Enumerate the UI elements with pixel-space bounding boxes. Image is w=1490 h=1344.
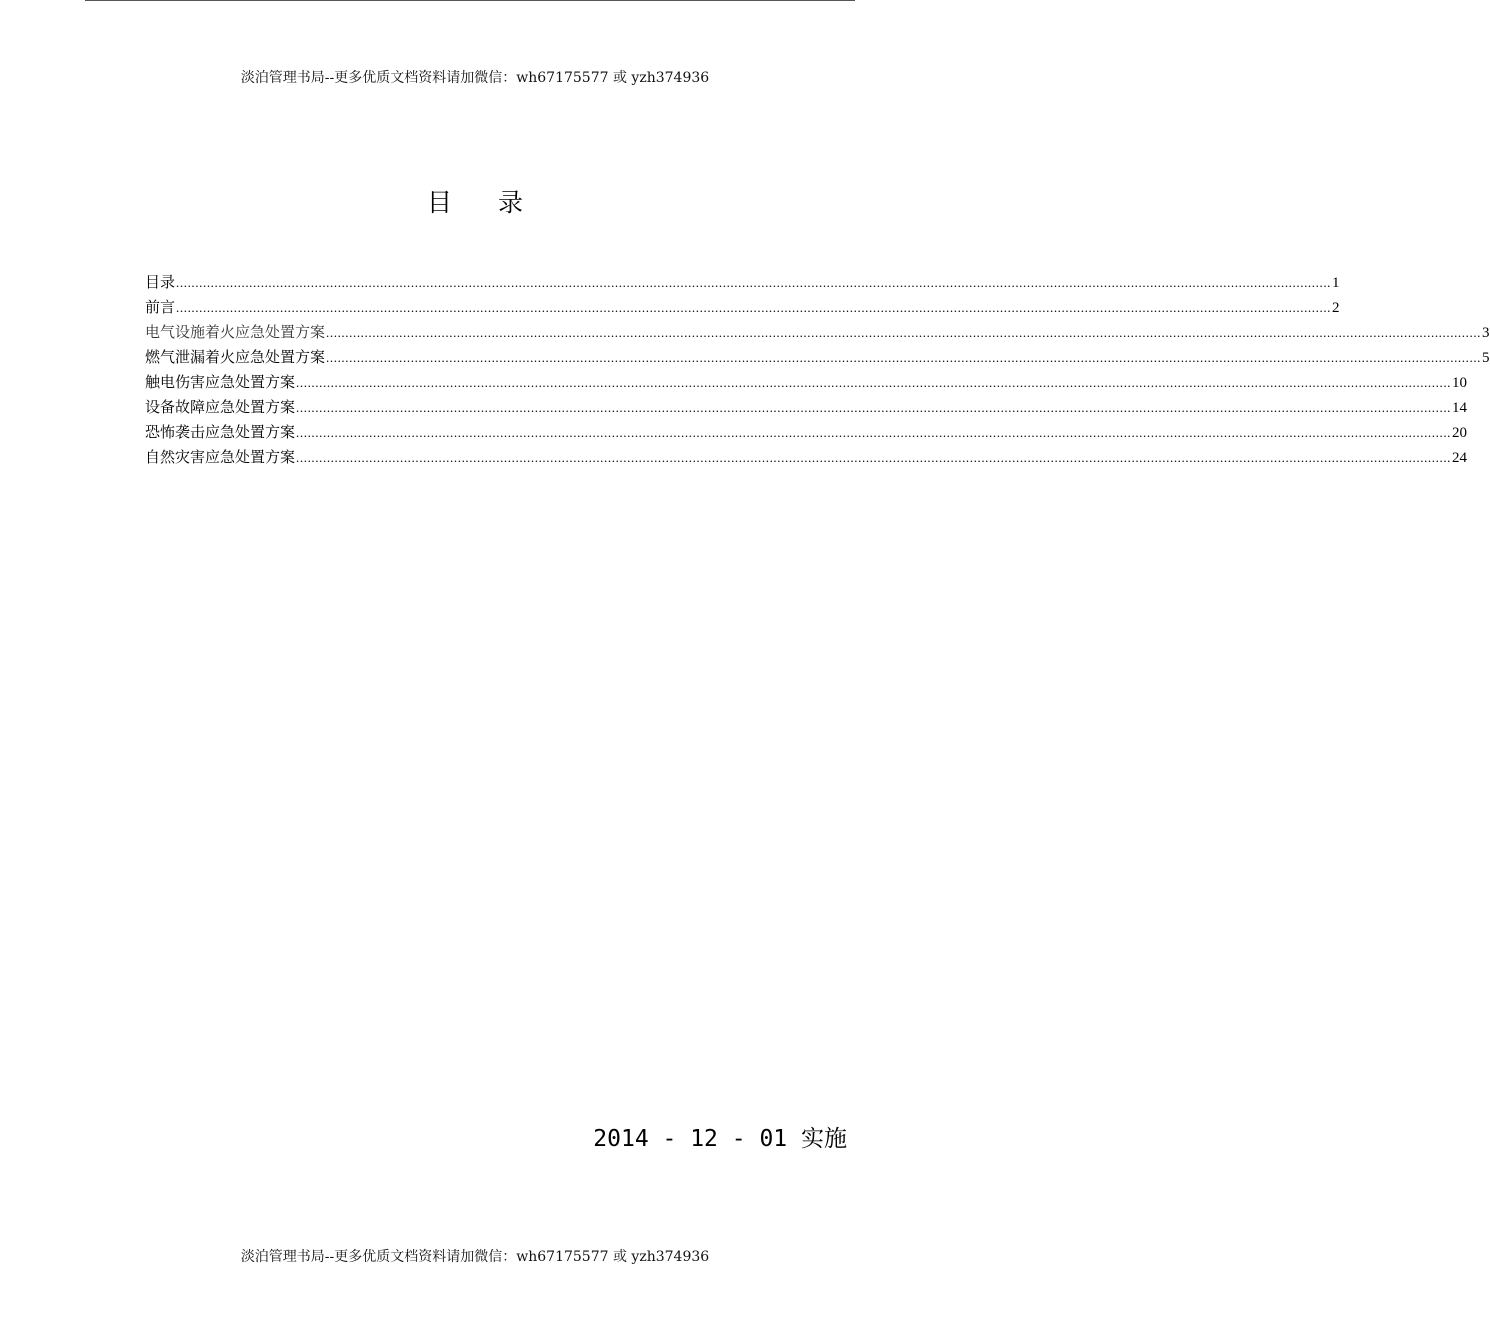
toc-entry[interactable] [145, 296, 1340, 321]
toc-entry-page: 14 [1452, 400, 1468, 416]
toc-dot-leader: ............................................................................................................................................................................................................................................................................................................ [296, 375, 1452, 390]
footer-note: 淡泊管理书局--更多优质文档资料请加微信：wh67175577 或 yzh374936 [240, 1249, 710, 1265]
toc-dot-leader: ............................................................................................................................................................................................................................................................................................................ [296, 425, 1452, 440]
toc-entry-page: 10 [1452, 375, 1468, 391]
table-of-contents [145, 271, 1490, 471]
toc-entry[interactable] [145, 421, 1468, 446]
header-note: 淡泊管理书局--更多优质文档资料请加微信：wh67175577 或 yzh374936 [240, 70, 710, 86]
toc-entry-page: 5 [1482, 350, 1490, 366]
toc-entry[interactable] [145, 321, 1490, 346]
toc-entry[interactable] [145, 446, 1468, 471]
toc-entry-page: 20 [1452, 425, 1468, 441]
toc-entry-label: 目录 [145, 273, 176, 291]
toc-entry[interactable] [145, 396, 1468, 421]
toc-entry[interactable] [145, 271, 1340, 296]
toc-entry-label: 自然灾害应急处置方案 [145, 448, 296, 466]
toc-entry-page: 3 [1482, 325, 1490, 341]
toc-entry-label: 电气设施着火应急处置方案 [145, 323, 326, 341]
toc-dot-leader: ............................................................................................................................................................................................................................................................................................................ [176, 300, 1332, 315]
toc-entry-label: 燃气泄漏着火应急处置方案 [145, 348, 326, 366]
toc-entry[interactable] [145, 371, 1468, 396]
toc-dot-leader: ............................................................................................................................................................................................................................................................................................................ [326, 325, 1482, 340]
toc-entry-page: 24 [1452, 450, 1468, 466]
toc-dot-leader: ............................................................................................................................................................................................................................................................................................................ [176, 275, 1332, 290]
toc-dot-leader: ............................................................................................................................................................................................................................................................................................................ [296, 450, 1452, 465]
toc-entry-label: 恐怖袭击应急处置方案 [145, 423, 296, 441]
toc-entry-page: 1 [1332, 275, 1340, 291]
toc-entry-page: 2 [1332, 300, 1340, 316]
toc-entry-label: 前言 [145, 298, 176, 316]
toc-entry-label: 设备故障应急处置方案 [145, 398, 296, 416]
toc-dot-leader: ............................................................................................................................................................................................................................................................................................................ [326, 350, 1482, 365]
toc-entry[interactable] [145, 346, 1490, 371]
top-rule [85, 0, 855, 1]
effective-date: 2014 - 12 - 01 实施 [593, 1126, 847, 1152]
toc-entry-label: 触电伤害应急处置方案 [145, 373, 296, 391]
toc-dot-leader: ............................................................................................................................................................................................................................................................................................................ [296, 400, 1452, 415]
toc-title: 目录 [426, 188, 569, 217]
